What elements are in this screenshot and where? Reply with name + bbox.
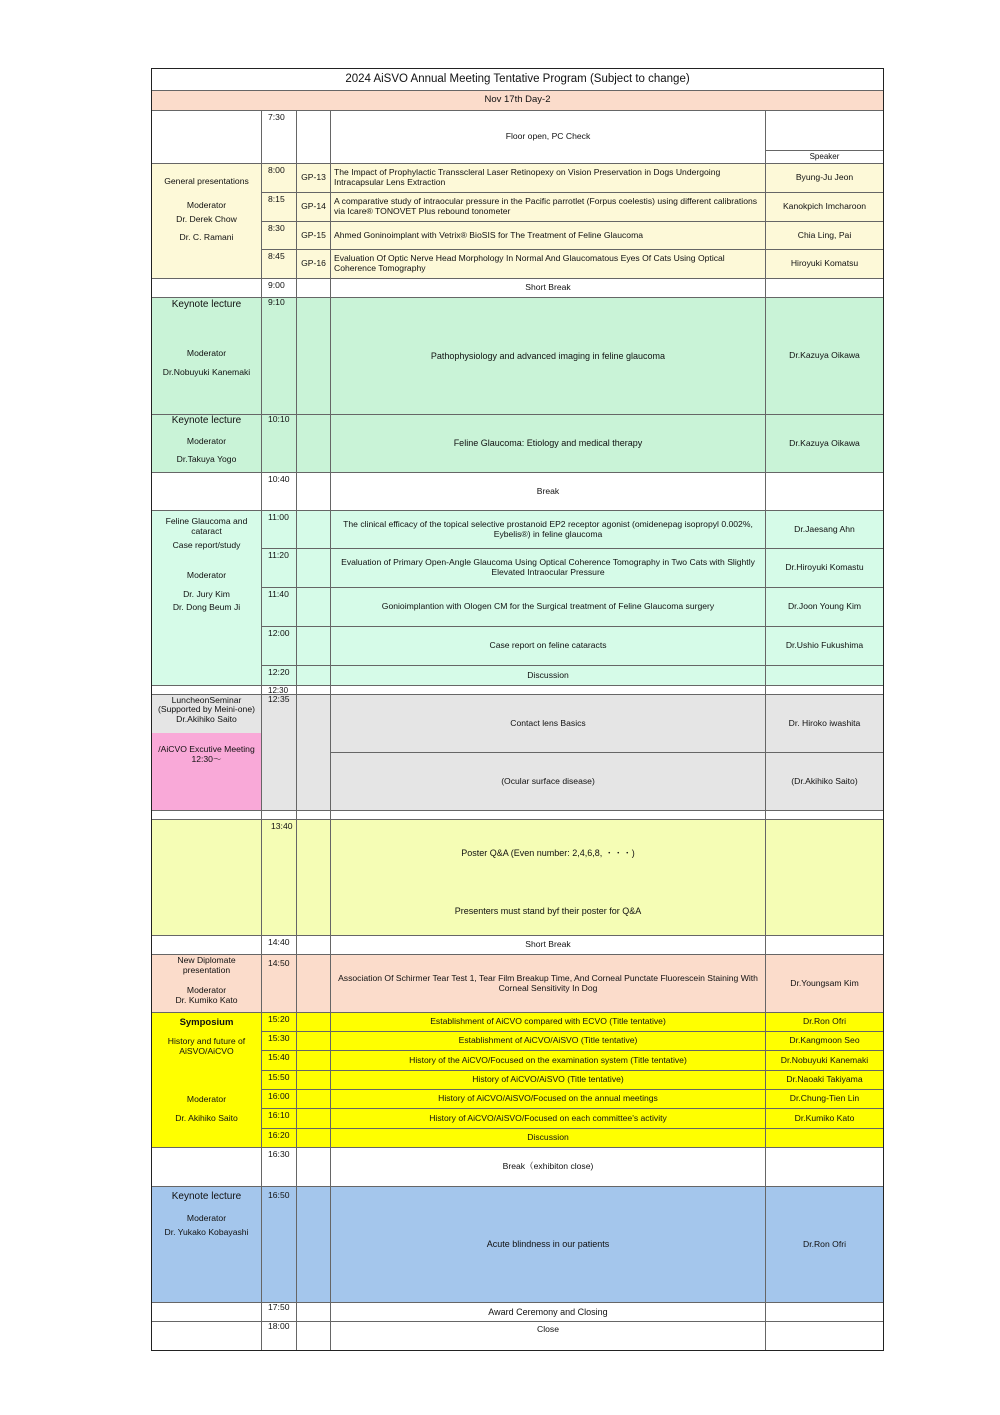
- poster-line-1: Poster Q&A (Even number: 2,4,6,8, ・・・): [461, 848, 635, 858]
- feline-talk-3-speaker: Dr.Joon Young Kim: [766, 588, 883, 627]
- feline-talk-2-time: 11:20: [262, 549, 297, 588]
- keynote-2-heading: Keynote lecture: [171, 415, 242, 426]
- feline-talk-1-code-cell: [297, 511, 331, 549]
- keynote-2-code-cell: [297, 415, 331, 473]
- feline-label: Feline Glaucoma and cataract: [165, 516, 248, 536]
- symposium-talk-6-code-cell: [297, 1109, 331, 1129]
- break-2-label-cell: [152, 1148, 262, 1187]
- day-header: Nov 17th Day-2: [152, 91, 883, 111]
- feline-talk-2-title: Evaluation of Primary Open-Angle Glaucoma Using Optical Coherence Tomography in Two Cats with Slightly Elevated Intraocular Pressure: [331, 549, 766, 588]
- keynote-1-time: 9:10: [262, 298, 297, 415]
- spacer-code-cell: [297, 811, 331, 820]
- diplomate-label: [152, 955, 262, 1013]
- luncheon-talk-2-title: (Ocular surface disease): [331, 753, 766, 811]
- feline-talk-1-time: 11:00: [262, 511, 297, 549]
- gp13-speaker: Byung-Ju Jeon: [766, 164, 883, 193]
- exec-meeting-time: 12:30〜: [191, 753, 222, 764]
- keynote-3-time: 16:50: [262, 1187, 297, 1303]
- luncheon-talk-1-speaker: Dr. Hiroko iwashita: [766, 695, 883, 753]
- keynote-3-title: Acute blindness in our patients: [331, 1187, 766, 1303]
- close-title: Close: [331, 1322, 766, 1350]
- symposium-talk-4-title: History of AiCVO/AiSVO (Title tentative): [331, 1071, 766, 1090]
- feline-discussion-speaker: [766, 666, 883, 686]
- diplomate-heading: New Diplomate presentation: [177, 955, 236, 975]
- break-2-title: Break（exhibiton close): [331, 1148, 766, 1187]
- opening-time: 7:30: [262, 111, 297, 164]
- keynote-3-label: [152, 1187, 262, 1303]
- short-break-2-code-cell: [297, 936, 331, 955]
- symposium-discussion-speaker: [766, 1129, 883, 1148]
- feline-talk-4-speaker: Dr.Ushio Fukushima: [766, 627, 883, 666]
- close-speaker-cell: [766, 1322, 883, 1350]
- feline-discussion-time: 12:20: [262, 666, 297, 686]
- symposium-talk-1-title: Establishment of AiCVO compared with ECVO (Title tentative): [331, 1013, 766, 1032]
- exec-meeting-block: [152, 733, 262, 811]
- symposium-talk-1-speaker: Dr.Ron Ofri: [766, 1013, 883, 1032]
- poster-speaker-cell: [766, 820, 883, 936]
- symposium-talk-2-code-cell: [297, 1032, 331, 1051]
- spacer-label-cell: [152, 811, 262, 820]
- poster-time: 13:40: [262, 820, 297, 936]
- gp14-code: GP-14: [297, 193, 331, 222]
- gp15-time: 8:30: [262, 222, 297, 250]
- gp16-title: Evaluation Of Optic Nerve Head Morphology In Normal And Glaucomatous Eyes Of Cats Using Optical Coherence Tomography: [331, 250, 766, 279]
- feline-moderator-label: Moderator: [186, 569, 227, 580]
- award-speaker-cell: [766, 1303, 883, 1322]
- spacer-title-cell: [331, 811, 766, 820]
- keynote-1-heading: Keynote lecture: [171, 299, 242, 310]
- break-2-code-cell: [297, 1148, 331, 1187]
- feline-talk-1-speaker: Dr.Jaesang Ahn: [766, 511, 883, 549]
- symposium-theme: History and future of AiSVO/AiCVO: [167, 1035, 246, 1056]
- diplomate-moderator: Dr. Kumiko Kato: [175, 994, 238, 1005]
- keynote-1-moderator-label: Moderator: [186, 347, 227, 358]
- exec-meeting-label: /AiCVO Excutive Meeting: [158, 744, 255, 754]
- gp13-time: 8:00: [262, 164, 297, 193]
- symposium-talk-4-code-cell: [297, 1071, 331, 1090]
- opening-code-cell: [297, 111, 331, 164]
- general-moderator-label: Moderator: [186, 199, 227, 210]
- keynote-2-label: [152, 415, 262, 473]
- break-1-label-cell: [152, 473, 262, 511]
- poster-title-cell: [331, 820, 766, 936]
- luncheon-heading: LuncheonSeminar: [171, 695, 242, 705]
- keynote-2-moderator: Dr.Takuya Yogo: [176, 454, 237, 465]
- symposium-label: [152, 1013, 262, 1148]
- short-break-1-code-cell: [297, 279, 331, 298]
- short-break-1-label-cell: [152, 279, 262, 298]
- gp15-speaker: Chia Ling, Pai: [766, 222, 883, 250]
- gap-1230-label-cell: [152, 686, 262, 695]
- diplomate-moderator-label: Moderator: [186, 984, 227, 995]
- symposium-discussion-code-cell: [297, 1129, 331, 1148]
- keynote-3-moderator: Dr. Yukako Kobayashi: [164, 1227, 249, 1238]
- symposium-talk-6-time: 16:10: [262, 1109, 297, 1129]
- break-2-time: 16:30: [262, 1148, 297, 1187]
- short-break-2-time: 14:40: [262, 936, 297, 955]
- symposium-moderator-label: Moderator: [186, 1093, 227, 1104]
- gap-1230-speaker-cell: [766, 686, 883, 695]
- keynote-1-label: [152, 298, 262, 415]
- award-code-cell: [297, 1303, 331, 1322]
- luncheon-time: 12:35: [262, 695, 297, 811]
- opening-label-cell: [152, 111, 262, 164]
- feline-talk-1-title: The clinical efficacy of the topical selective prostanoid EP2 receptor agonist (omidenepag isopropyl 0.002%, Eybelis®) in feline glaucoma: [331, 511, 766, 549]
- keynote-3-heading: Keynote lecture: [171, 1191, 242, 1202]
- break-2-speaker-cell: [766, 1148, 883, 1187]
- general-session-label: [152, 164, 262, 279]
- keynote-3-code-cell: [297, 1187, 331, 1303]
- general-label: General presentations: [164, 176, 249, 186]
- opening-speaker-cell: [766, 111, 883, 151]
- symposium-talk-6-title: History of AiCVO/AiSVO/Focused on each committee's activity: [331, 1109, 766, 1129]
- spacer-speaker-cell: [766, 811, 883, 820]
- feline-discussion-code-cell: [297, 666, 331, 686]
- feline-sublabel: Case report/study: [172, 539, 241, 550]
- break-1-code-cell: [297, 473, 331, 511]
- feline-moderator-1: Dr. Jury Kim: [183, 588, 230, 599]
- gp13-title: The Impact of Prophylactic Transscleral Laser Retinopexy on Vision Preservation in Dogs Undergoing Intracapsular Lens Extraction: [331, 164, 766, 193]
- award-time: 17:50: [262, 1303, 297, 1322]
- gp14-title: A comparative study of intraocular pressure in the Pacific parrotlet (Forpus coelestis) using different calibrations via Icare® TONOVET Plus rebound tonometer: [331, 193, 766, 222]
- gp16-time: 8:45: [262, 250, 297, 279]
- gap-1230-title-cell: [331, 686, 766, 695]
- symposium-talk-1-time: 15:20: [262, 1013, 297, 1032]
- keynote-2-moderator-label: Moderator: [186, 435, 227, 446]
- gp14-time: 8:15: [262, 193, 297, 222]
- symposium-talk-5-time: 16:00: [262, 1090, 297, 1109]
- diplomate-title: Association Of Schirmer Tear Test 1, Tear Film Breakup Time, And Corneal Punctate Fluorescein Staining With Corneal Sensitivity In Dog: [331, 955, 766, 1013]
- symposium-talk-3-code-cell: [297, 1051, 331, 1071]
- break-1-speaker-cell: [766, 473, 883, 511]
- gap-1230-time: 12:30: [262, 686, 297, 695]
- award-label-cell: [152, 1303, 262, 1322]
- symposium-talk-3-time: 15:40: [262, 1051, 297, 1071]
- break-1-time: 10:40: [262, 473, 297, 511]
- diplomate-code-cell: [297, 955, 331, 1013]
- close-time: 18:00: [262, 1322, 297, 1350]
- gp16-code: GP-16: [297, 250, 331, 279]
- keynote-1-code-cell: [297, 298, 331, 415]
- program-title: 2024 AiSVO Annual Meeting Tentative Program (Subject to change): [152, 69, 883, 91]
- feline-talk-3-code-cell: [297, 588, 331, 627]
- poster-code-cell: [297, 820, 331, 936]
- feline-talk-4-time: 12:00: [262, 627, 297, 666]
- gap-1230-code-cell: [297, 686, 331, 695]
- symposium-talk-3-title: History of the AiCVO/Focused on the examination system (Title tentative): [331, 1051, 766, 1071]
- symposium-discussion-title: Discussion: [331, 1129, 766, 1148]
- diplomate-speaker: Dr.Youngsam Kim: [766, 955, 883, 1013]
- short-break-1-title: Short Break: [331, 279, 766, 298]
- symposium-talk-2-speaker: Dr.Kangmoon Seo: [766, 1032, 883, 1051]
- feline-talk-2-speaker: Dr.Hiroyuki Komastu: [766, 549, 883, 588]
- luncheon-talk-2-speaker: (Dr.Akihiko Saito): [766, 753, 883, 811]
- luncheon-label: [152, 695, 262, 733]
- keynote-3-speaker: Dr.Ron Ofri: [766, 1187, 883, 1303]
- keynote-2-time: 10:10: [262, 415, 297, 473]
- gp16-speaker: Hiroyuki Komatsu: [766, 250, 883, 279]
- speaker-column-label: Speaker: [766, 151, 883, 164]
- program-sheet: [151, 68, 884, 1351]
- symposium-talk-2-title: Establishment of AiCVO/AiSVO (Title tentative): [331, 1032, 766, 1051]
- short-break-1-time: 9:00: [262, 279, 297, 298]
- close-label-cell: [152, 1322, 262, 1350]
- feline-talk-3-time: 11:40: [262, 588, 297, 627]
- symposium-talk-5-title: History of AiCVO/AiSVO/Focused on the annual meetings: [331, 1090, 766, 1109]
- symposium-heading: Symposium: [179, 1017, 234, 1028]
- feline-discussion-title: Discussion: [331, 666, 766, 686]
- symposium-moderator: Dr. Akihiko Saito: [175, 1112, 238, 1123]
- luncheon-support: (Supported by Meini-one): [158, 704, 255, 715]
- symposium-talk-6-speaker: Dr.Kumiko Kato: [766, 1109, 883, 1129]
- poster-label-cell: [152, 820, 262, 936]
- feline-moderator-2: Dr. Dong Beum Ji: [172, 602, 241, 613]
- symposium-talk-3-speaker: Dr.Nobuyuki Kanemaki: [766, 1051, 883, 1071]
- short-break-2-title: Short Break: [331, 936, 766, 955]
- gp15-title: Ahmed Goninoimplant with Vetrix® BioSIS for The Treatment of Feline Glaucoma: [331, 222, 766, 250]
- luncheon-code-cell: [297, 695, 331, 811]
- gp13-code: GP-13: [297, 164, 331, 193]
- keynote-1-speaker: Dr.Kazuya Oikawa: [766, 298, 883, 415]
- symposium-discussion-time: 16:20: [262, 1129, 297, 1148]
- break-1-title: Break: [331, 473, 766, 511]
- luncheon-chair: Dr.Akihiko Saito: [176, 713, 237, 724]
- feline-talk-4-title: Case report on feline cataracts: [331, 627, 766, 666]
- symposium-talk-2-time: 15:30: [262, 1032, 297, 1051]
- gp15-code: GP-15: [297, 222, 331, 250]
- keynote-2-title: Feline Glaucoma: Etiology and medical therapy: [331, 415, 766, 473]
- general-moderator-2: Dr. C. Ramani: [179, 231, 234, 242]
- feline-talk-4-code-cell: [297, 627, 331, 666]
- close-code-cell: [297, 1322, 331, 1350]
- opening-title: Floor open, PC Check: [331, 111, 766, 164]
- diplomate-time: 14:50: [262, 955, 297, 1013]
- feline-talk-3-title: Gonioimplantion with Ologen CM for the Surgical treatment of Feline Glaucoma surgery: [331, 588, 766, 627]
- feline-talk-2-code-cell: [297, 549, 331, 588]
- short-break-2-speaker-cell: [766, 936, 883, 955]
- symposium-talk-4-time: 15:50: [262, 1071, 297, 1090]
- short-break-1-speaker-cell: [766, 279, 883, 298]
- keynote-3-moderator-label: Moderator: [186, 1212, 227, 1223]
- keynote-1-title: Pathophysiology and advanced imaging in feline glaucoma: [331, 298, 766, 415]
- keynote-2-speaker: Dr.Kazuya Oikawa: [766, 415, 883, 473]
- keynote-1-moderator: Dr.Nobuyuki Kanemaki: [162, 367, 251, 378]
- general-moderator-1: Dr. Derek Chow: [176, 213, 237, 224]
- gp14-speaker: Kanokpich Imcharoon: [766, 193, 883, 222]
- short-break-2-label-cell: [152, 936, 262, 955]
- symposium-talk-4-speaker: Dr.Naoaki Takiyama: [766, 1071, 883, 1090]
- feline-session-label: [152, 511, 262, 686]
- symposium-talk-5-code-cell: [297, 1090, 331, 1109]
- spacer-time-cell: [262, 811, 297, 820]
- symposium-talk-1-code-cell: [297, 1013, 331, 1032]
- poster-line-2: Presenters must stand byf their poster for Q&A: [454, 906, 642, 916]
- luncheon-talk-1-title: Contact lens Basics: [331, 695, 766, 753]
- symposium-talk-5-speaker: Dr.Chung-Tien Lin: [766, 1090, 883, 1109]
- award-title: Award Ceremony and Closing: [331, 1303, 766, 1322]
